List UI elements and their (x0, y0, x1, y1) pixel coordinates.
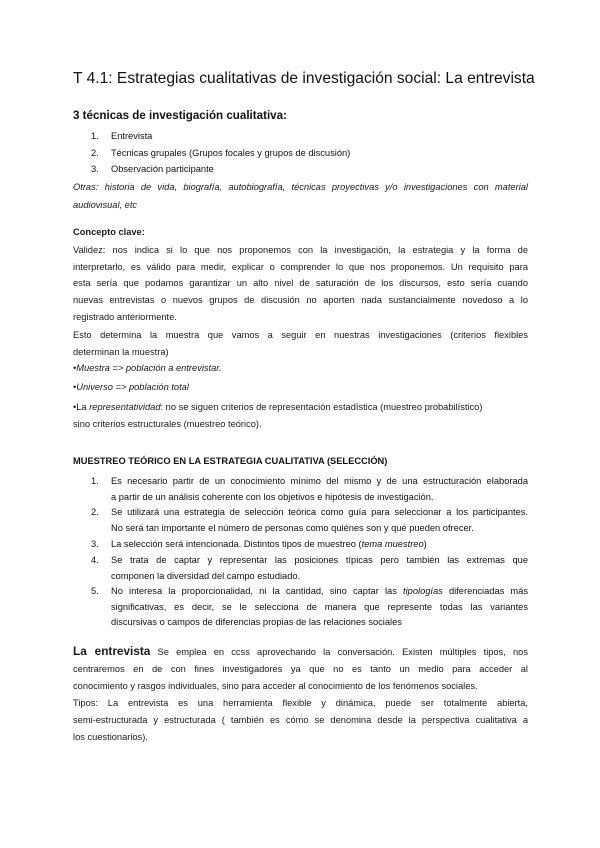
entrevista-line: centraremos en de con fines investigadores ya que no es tanto un medio para acceder al (73, 664, 528, 675)
entrevista-title: La entrevista (73, 644, 151, 658)
tipos-line: los cuestionarios). (73, 732, 148, 743)
muestreo-italic: tipologías (403, 586, 443, 596)
muestreo-item (91, 553, 528, 584)
entrevista-paragraph (73, 643, 528, 696)
validez-line: registrado anteriormente. (73, 311, 177, 322)
list-text: Entrevista (111, 131, 153, 141)
list-number: 1. (91, 131, 99, 141)
list-number: 3. (91, 539, 99, 549)
entrevista-text: Se emplea en ccss aprovechando la conversación. Existen múltiples tipos, nos (150, 647, 528, 657)
page-title: T 4.1: Estrategias cualitativas de investigación social: La entrevista (73, 70, 535, 87)
muestreo-text: La selección será intencionada. Distintos tipos de muestreo ( (111, 539, 362, 549)
muestreo-line: componen la diversidad del campo estudiado. (111, 570, 301, 581)
muestra-line: determinan la muestra) (73, 346, 169, 357)
muestreo-line: Se utilizará una estrategia de selección teórica como guía para seleccionar a los participantes. (111, 507, 528, 517)
muestreo-heading: MUESTREO TEÓRICO EN LA ESTRATEGIA CUALITATIVA (SELECCIÓN) (73, 456, 388, 466)
bullet-muestra: •Muestra => población a entrevistar. (73, 363, 222, 373)
section-heading-tecnicas: 3 técnicas de investigación cualitativa: (73, 109, 287, 122)
muestra-line: Esto determina la muestra que vamos a seguir en nuestras investigaciones (criterios flexibles (73, 330, 528, 340)
muestreo-text: diferenciadas más (442, 586, 528, 596)
representatividad-line (73, 399, 528, 416)
otros-line: Otras: historia de vida, biografía, autobiografía, técnicas proyectivas y/o investigaciones con material (73, 182, 528, 192)
rep-prefix: •La (73, 402, 90, 412)
muestreo-item (91, 474, 528, 505)
tipos-line: semi-estructurada y estructurada ( también es cómo se denomina desde la perspectiva cualitativa a (73, 715, 528, 726)
list-text: Observación participante (111, 164, 214, 174)
bullet-universo: •Universo => población total (73, 382, 189, 392)
muestreo-item (91, 584, 528, 631)
list-text: Técnicas grupales (Grupos focales y grupos de discusión) (111, 148, 351, 158)
validez-line: nuevas entrevistas o nuevos grupos de discusión no aporten nada sustancialmente novedoso a lo (73, 295, 528, 306)
list-number: 1. (91, 476, 99, 486)
entrevista-line (73, 643, 528, 661)
entrevista-line: conocimiento y rasgos individuales, sino para acceder al conocimiento de los fenómenos sociales. (73, 681, 478, 692)
list-number: 5. (91, 586, 99, 596)
representatividad-paragraph (73, 399, 528, 432)
otros-line: audiovisual, etc (73, 199, 138, 210)
otros-paragraph (73, 179, 528, 214)
muestreo-item (91, 505, 528, 536)
list-number: 2. (91, 507, 99, 517)
muestreo-line: Se trata de captar y representar las posiciones típicas pero también las extremas que (111, 555, 528, 565)
representatividad-line: sino criterios estructurales (muestreo teórico). (73, 418, 262, 429)
muestreo-text: ) (423, 539, 427, 549)
muestreo-line: discursivas o campos de diferencias propias de las relaciones sociales (111, 617, 402, 627)
concepto-heading: Concepto clave: (73, 227, 145, 237)
muestreo-item (91, 537, 528, 553)
muestreo-line: significativas, es decir, se le selecciona de manera que represente todas las variantes (111, 601, 528, 612)
list-number: 3. (91, 164, 99, 174)
muestreo-text: No interesa la proporcionalidad, ni la cantidad, sino captar las (111, 586, 404, 596)
tipos-line: Tipos: La entrevista es una herramienta flexible y dinámica, puede ser totalmente abierta, (73, 698, 528, 708)
rep-italic: representatividad (89, 402, 161, 412)
muestreo-line: No será tan importante el número de personas como quiénes son y qué pueden ofrecer. (111, 522, 474, 533)
validez-paragraph (73, 242, 528, 326)
validez-line: interpretarlo, es válido para medir, explicar o comprender lo que nos proponemos. Un requisito para (73, 261, 528, 272)
validez-line: esta sería que podamos garantizar un alto nivel de saturación de los discursos, esto sería cuando (73, 278, 528, 289)
muestreo-line (111, 584, 528, 600)
muestreo-line: Es necesario partir de un conocimiento mínimo del mismo y de una estructuración elaborada (111, 476, 528, 486)
tipos-paragraph (73, 695, 528, 747)
list-number: 4. (91, 555, 99, 565)
muestreo-line (111, 537, 528, 553)
list-number: 2. (91, 148, 99, 158)
validez-line: Validez: nos indica si lo que nos proponemos con la investigación, la estrategia y la forma de (73, 245, 528, 255)
muestra-paragraph (73, 327, 528, 360)
muestreo-line: a partir de un análisis coherente con los objetivos e hipótesis de investigación. (111, 491, 434, 502)
rep-rest: : no se siguen criterios de representación estadística (muestreo probabilístico) (160, 402, 483, 412)
muestreo-italic: tema muestreo (361, 539, 424, 549)
